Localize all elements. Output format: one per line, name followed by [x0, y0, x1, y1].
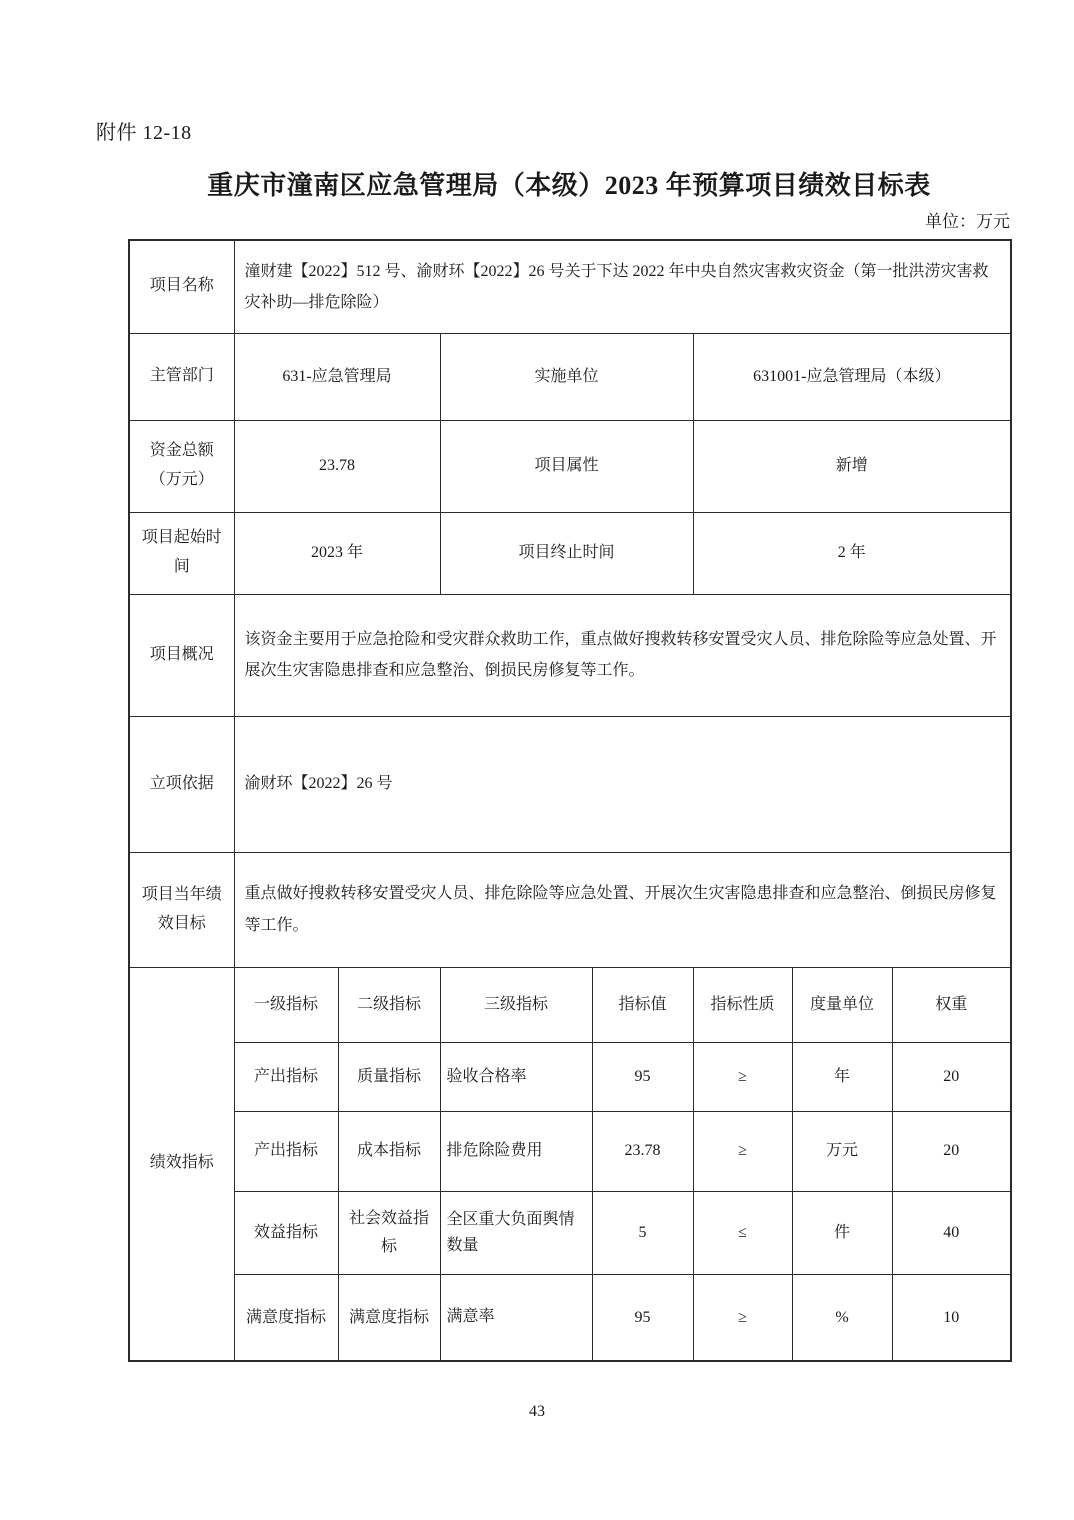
indicator-level2: 质量指标 — [338, 1042, 440, 1111]
indicator-row — [129, 1111, 1011, 1191]
project-attr-value: 新增 — [693, 420, 1011, 512]
indicators-section-label: 绩效指标 — [129, 967, 234, 1361]
table-row — [129, 512, 1011, 594]
indicator-level3: 验收合格率 — [440, 1042, 592, 1111]
indicator-nature: ≥ — [693, 1274, 792, 1361]
indicator-level1: 产出指标 — [234, 1042, 338, 1111]
end-time-label: 项目终止时间 — [440, 512, 693, 594]
indicator-level3: 满意率 — [440, 1274, 592, 1361]
indicator-weight: 20 — [892, 1042, 1011, 1111]
table-row — [129, 852, 1011, 967]
indicator-header-row — [129, 967, 1011, 1042]
indicator-value: 95 — [592, 1042, 693, 1111]
indicator-unit: % — [792, 1274, 892, 1361]
attachment-label: 附件 12-18 — [96, 122, 192, 144]
basis-value: 渝财环【2022】26 号 — [234, 716, 1011, 852]
col-header-nature: 指标性质 — [693, 967, 792, 1042]
col-header-weight: 权重 — [892, 967, 1011, 1042]
indicator-weight: 20 — [892, 1111, 1011, 1191]
dept-value: 631-应急管理局 — [234, 333, 440, 420]
indicator-value: 5 — [592, 1191, 693, 1274]
indicator-level2: 满意度指标 — [338, 1274, 440, 1361]
impl-unit-value: 631001-应急管理局（本级） — [693, 333, 1011, 420]
impl-unit-label: 实施单位 — [440, 333, 693, 420]
col-header-level1: 一级指标 — [234, 967, 338, 1042]
page-number: 43 — [529, 1403, 545, 1420]
indicator-level1: 效益指标 — [234, 1191, 338, 1274]
annual-goal-value: 重点做好搜救转移安置受灾人员、排危除险等应急处置、开展次生灾害隐患排查和应急整治、倒损民房修复等工作。 — [234, 852, 1011, 967]
annual-goal-label: 项目当年绩效目标 — [129, 852, 234, 967]
project-attr-label: 项目属性 — [440, 420, 693, 512]
col-header-level3: 三级指标 — [440, 967, 592, 1042]
indicator-weight: 40 — [892, 1191, 1011, 1274]
indicator-weight: 10 — [892, 1274, 1011, 1361]
overview-label: 项目概况 — [129, 594, 234, 716]
page-title: 重庆市潼南区应急管理局（本级）2023 年预算项目绩效目标表 — [207, 171, 931, 200]
project-name-label: 项目名称 — [129, 240, 234, 333]
basis-label: 立项依据 — [129, 716, 234, 852]
indicator-row — [129, 1042, 1011, 1111]
indicator-level3: 全区重大负面舆情数量 — [440, 1191, 592, 1274]
indicator-nature: ≥ — [693, 1111, 792, 1191]
end-time-value: 2 年 — [693, 512, 1011, 594]
table-row — [129, 716, 1011, 852]
start-time-value: 2023 年 — [234, 512, 440, 594]
project-name-value: 潼财建【2022】512 号、渝财环【2022】26 号关于下达 2022 年中央自然灾害救灾资金（第一批洪涝灾害救灾补助—排危除险） — [234, 240, 1011, 333]
table-row — [129, 594, 1011, 716]
table-row — [129, 420, 1011, 512]
col-header-value: 指标值 — [592, 967, 693, 1042]
indicator-row — [129, 1191, 1011, 1274]
indicator-level3: 排危除险费用 — [440, 1111, 592, 1191]
fund-total-label: 资金总额（万元） — [129, 420, 234, 512]
indicator-nature: ≥ — [693, 1042, 792, 1111]
indicator-unit: 年 — [792, 1042, 892, 1111]
table-row — [129, 333, 1011, 420]
indicator-unit: 万元 — [792, 1111, 892, 1191]
indicator-level2: 社会效益指标 — [338, 1191, 440, 1274]
indicator-level1: 产出指标 — [234, 1111, 338, 1191]
table-row — [129, 240, 1011, 333]
indicator-value: 95 — [592, 1274, 693, 1361]
indicator-value: 23.78 — [592, 1111, 693, 1191]
indicator-level1: 满意度指标 — [234, 1274, 338, 1361]
indicator-row — [129, 1274, 1011, 1361]
performance-target-table — [128, 239, 1012, 1362]
fund-total-value: 23.78 — [234, 420, 440, 512]
dept-label: 主管部门 — [129, 333, 234, 420]
indicator-nature: ≤ — [693, 1191, 792, 1274]
indicator-unit: 件 — [792, 1191, 892, 1274]
overview-value: 该资金主要用于应急抢险和受灾群众救助工作，重点做好搜救转移安置受灾人员、排危除险等应急处置、开展次生灾害隐患排查和应急整治、倒损民房修复等工作。 — [234, 594, 1011, 716]
indicator-level2: 成本指标 — [338, 1111, 440, 1191]
start-time-label: 项目起始时间 — [129, 512, 234, 594]
col-header-level2: 二级指标 — [338, 967, 440, 1042]
col-header-unit: 度量单位 — [792, 967, 892, 1042]
unit-note: 单位：万元 — [925, 212, 1010, 231]
